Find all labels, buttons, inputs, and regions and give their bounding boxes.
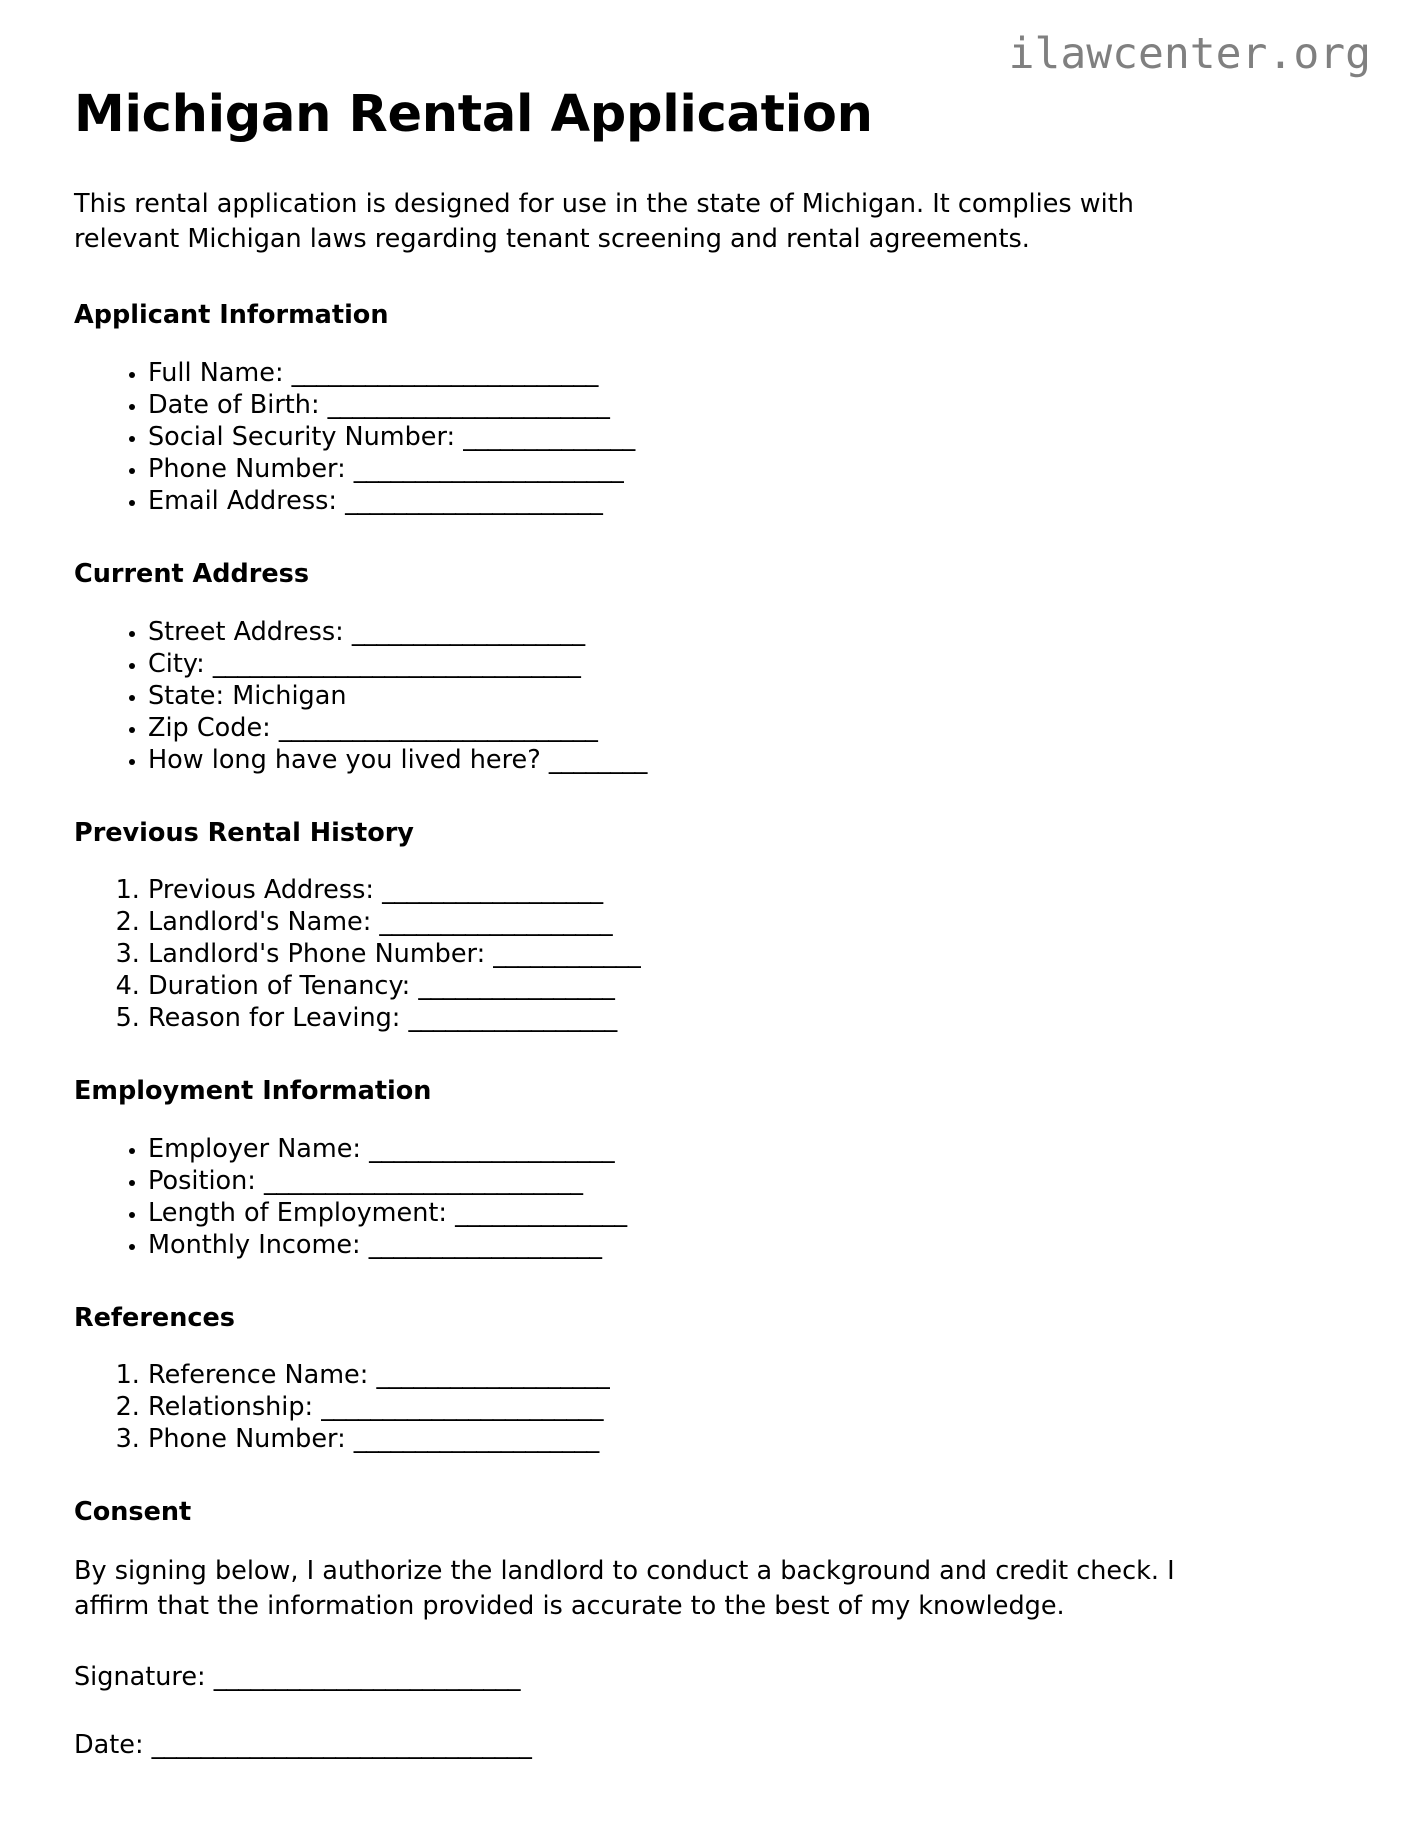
applicant-information-list [74, 357, 1319, 517]
date-line [74, 1729, 1319, 1762]
field-label: Length of Employment: [148, 1197, 447, 1228]
current-address-list [74, 616, 1319, 776]
list-item [148, 938, 1319, 970]
section-heading-previous-rental-history: Previous Rental History [74, 817, 414, 848]
signature-label: Signature: [74, 1662, 206, 1693]
field-label: City: [148, 648, 205, 679]
section-heading-consent: Consent [74, 1497, 192, 1528]
field-label: Reference Name: [148, 1360, 369, 1391]
signature-line [74, 1661, 1319, 1694]
field-blank: ___________________ [368, 1229, 602, 1260]
list-item [148, 874, 1319, 906]
list-item [148, 453, 1319, 485]
field-label: Reason for Leaving: [148, 1003, 401, 1034]
document-content [74, 86, 1319, 1762]
field-blank: _____________________ [345, 486, 603, 517]
list-item [148, 648, 1319, 680]
field-label: Previous Address: [148, 875, 375, 906]
list-item [148, 1165, 1319, 1197]
field-label: Monthly Income: [148, 1229, 361, 1260]
section-heading-current-address: Current Address [74, 559, 310, 590]
field-blank: ______________ [455, 1197, 627, 1228]
field-label: Landlord's Phone Number: [148, 939, 486, 970]
field-label: How long have you lived here? [148, 744, 541, 775]
field-blank: _______________________ [321, 1392, 603, 1423]
field-label: Street Address: [148, 616, 344, 647]
section-heading-references: References [74, 1302, 235, 1333]
field-label: State: Michigan [148, 680, 347, 711]
field-label: Email Address: [148, 486, 337, 517]
field-label: Social Security Number: [148, 422, 456, 453]
site-watermark: ilawcenter.org [1008, 29, 1371, 79]
list-item [148, 1002, 1319, 1034]
field-label: Duration of Tenancy: [148, 971, 411, 1002]
field-blank: ____________ [493, 939, 641, 970]
intro-paragraph: This rental application is designed for use in the state of Michigan. It complies with relevant Michigan laws regarding tenant screening and rental agreements. [74, 189, 1134, 254]
field-blank: _______________________ [327, 390, 610, 421]
employment-information-list [74, 1133, 1319, 1261]
field-blank: ______________________________ [212, 648, 581, 679]
field-blank: ____________________ [369, 1133, 615, 1164]
field-blank: ___________________ [351, 616, 585, 647]
date-blank: _______________________________ [151, 1729, 532, 1760]
page-title: Michigan Rental Application [74, 85, 873, 144]
field-blank: ________________ [418, 971, 615, 1002]
consent-paragraph: By signing below, I authorize the landlord to conduct a background and credit check. I affirm that the information provided is accurate to the best of my knowledge. [74, 1556, 1175, 1621]
list-item [148, 357, 1319, 389]
list-item [148, 1229, 1319, 1261]
date-label: Date: [74, 1729, 144, 1760]
field-label: Zip Code: [148, 712, 271, 743]
field-blank: ____________________ [353, 1424, 599, 1455]
section-heading-applicant-information: Applicant Information [74, 300, 389, 331]
list-item [148, 485, 1319, 517]
list-item [148, 1391, 1319, 1423]
field-label: Phone Number: [148, 1424, 346, 1455]
list-item [148, 1133, 1319, 1165]
previous-rental-history-list [74, 874, 1319, 1034]
list-item [148, 616, 1319, 648]
field-label: Date of Birth: [148, 390, 320, 421]
list-item [148, 970, 1319, 1002]
field-blank: ______________ [463, 422, 635, 453]
list-item [148, 1197, 1319, 1229]
list-item [148, 906, 1319, 938]
field-label: Relationship: [148, 1392, 314, 1423]
field-label: Position: [148, 1165, 256, 1196]
field-label: Employer Name: [148, 1133, 362, 1164]
signature-blank: _________________________ [213, 1662, 520, 1693]
list-item [148, 680, 1319, 712]
field-blank: __________________________ [264, 1165, 583, 1196]
list-item [148, 1423, 1319, 1455]
field-label: Landlord's Name: [148, 907, 372, 938]
section-heading-employment-information: Employment Information [74, 1076, 432, 1107]
field-blank: ___________________ [379, 907, 613, 938]
list-item [148, 744, 1319, 776]
list-item [148, 712, 1319, 744]
field-label: Full Name: [148, 358, 284, 389]
field-blank: __________________ [382, 875, 603, 906]
list-item [148, 1359, 1319, 1391]
field-blank: ___________________ [376, 1360, 610, 1391]
field-blank: _________________ [408, 1003, 617, 1034]
list-item [148, 421, 1319, 453]
field-blank: ______________________ [353, 454, 624, 485]
field-blank: _________________________ [291, 358, 598, 389]
list-item [148, 389, 1319, 421]
field-blank: __________________________ [278, 712, 598, 743]
field-label: Phone Number: [148, 454, 346, 485]
field-blank: ________ [548, 744, 647, 775]
references-list [74, 1359, 1319, 1455]
